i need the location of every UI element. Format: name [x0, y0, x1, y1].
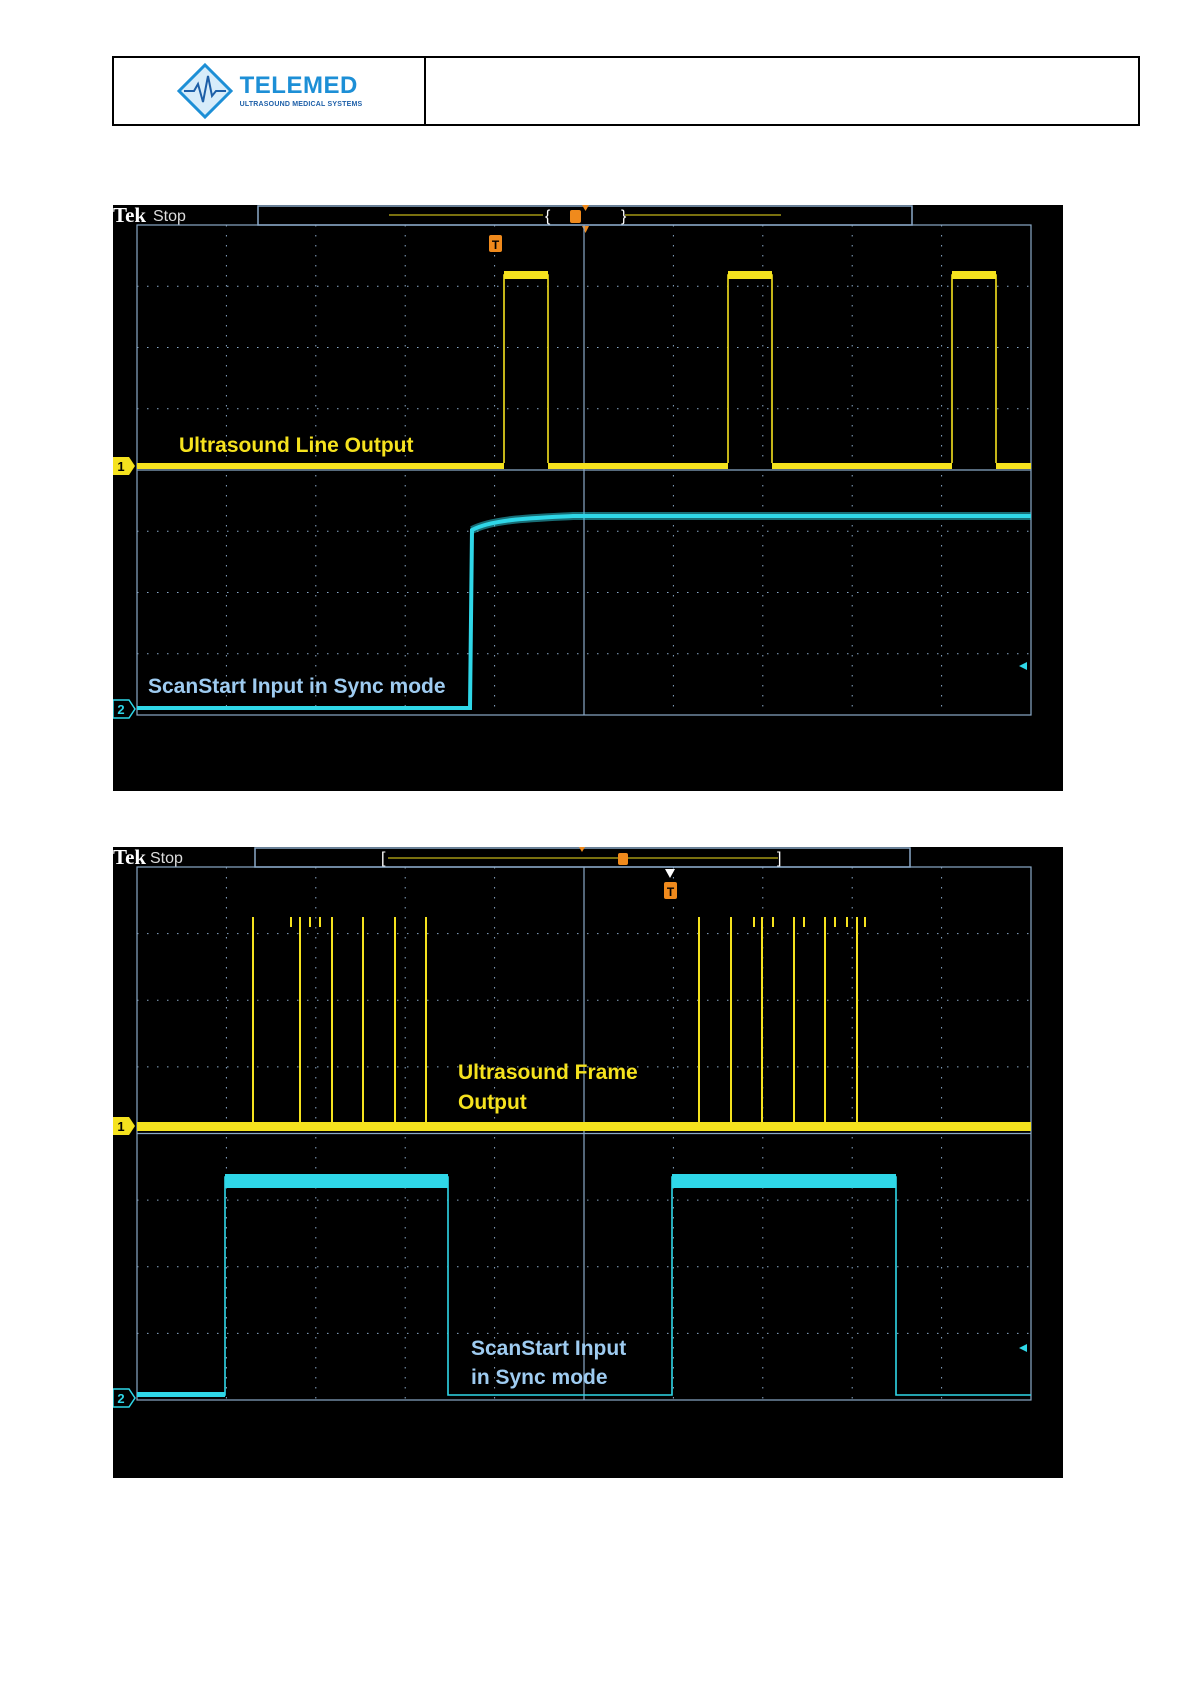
trigger-marker: [489, 235, 502, 252]
ch2-low-1: [137, 1392, 225, 1397]
ch1-label: Ultrasound Line Output: [179, 434, 414, 457]
svg-text:T: T: [666, 885, 675, 899]
ch2-waveform-noise: [472, 516, 1031, 530]
ch2-label-line2: in Sync mode: [471, 1366, 608, 1389]
ch1-pulse-1: [504, 271, 548, 279]
ch1-marker: [113, 457, 135, 475]
svg-text:T: T: [491, 238, 500, 252]
record-position-marker: [579, 847, 585, 852]
ch2-high-1: [225, 1174, 448, 1188]
horizontal-position-marker: [665, 869, 675, 878]
company-logo: [176, 62, 363, 120]
svg-text:1: 1: [117, 1119, 125, 1134]
ch1-pulse-3: [952, 271, 996, 279]
view-bracket-right: ]: [777, 850, 782, 867]
logo-brand: TELEMED: [239, 72, 358, 99]
oscilloscope-screenshot-frame: [113, 847, 1063, 1478]
svg-text:2: 2: [117, 1391, 125, 1406]
graticule: [137, 225, 1031, 715]
trigger-level-marker: [1019, 662, 1027, 670]
svg-text:2: 2: [117, 702, 125, 717]
acq-status: Stop: [150, 850, 183, 867]
ch1-label-line1: Ultrasound Frame: [458, 1061, 638, 1084]
ch2-high-2: [672, 1174, 896, 1188]
document-header: [112, 56, 1140, 126]
record-trigger-marker: [570, 210, 581, 223]
logo-diamond-icon: [176, 62, 234, 120]
acq-status: Stop: [153, 208, 186, 225]
record-trigger-marker: [618, 853, 628, 865]
trigger-level-marker: [1019, 1344, 1027, 1352]
ch2-marker: [113, 1389, 135, 1407]
ch1-baseline: [137, 1122, 1031, 1131]
view-bracket-left: [: [381, 850, 386, 867]
header-title-cell: [426, 58, 1138, 124]
logo-tagline: ULTRASOUND MEDICAL SYSTEMS: [239, 101, 363, 108]
graticule: [137, 867, 1031, 1400]
record-position-marker: [582, 205, 589, 211]
logo-cell: [114, 58, 426, 124]
trigger-marker: [664, 882, 677, 899]
tek-logo: Tek: [113, 847, 147, 869]
oscilloscope-screenshot-line: [113, 205, 1063, 791]
ch1-baseline: [137, 463, 1031, 469]
ch1-marker: [113, 1117, 135, 1135]
svg-text:1: 1: [117, 459, 125, 474]
ch2-label: ScanStart Input in Sync mode: [148, 675, 446, 698]
ch1-pulse-2: [728, 271, 772, 279]
view-bracket-left: {: [545, 208, 551, 225]
horizontal-position-marker: [582, 226, 589, 233]
ch1-label-line2: Output: [458, 1091, 527, 1114]
tek-logo: Tek: [113, 205, 147, 227]
view-bracket-right: }: [621, 208, 627, 225]
ch1-spikes: [253, 917, 865, 1126]
ch2-label-line1: ScanStart Input: [471, 1337, 627, 1360]
ch2-marker: [113, 700, 135, 718]
